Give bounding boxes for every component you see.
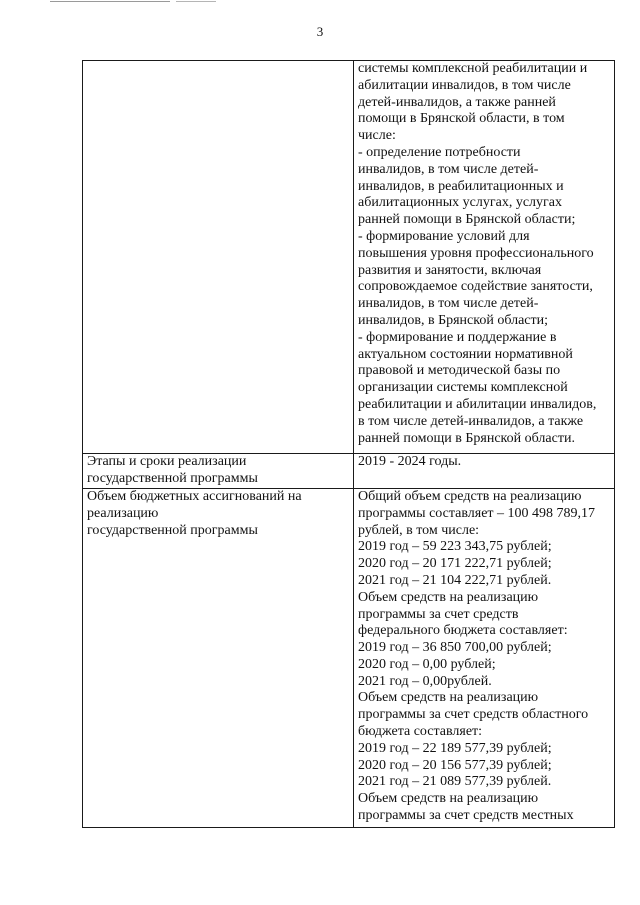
text-line: в том числе детей-инвалидов, а также — [358, 413, 584, 429]
text-line: Объем бюджетных ассигнований на — [87, 488, 302, 504]
text-line: организации системы комплексной — [358, 380, 568, 396]
text-line: актуальном состоянии нормативной — [358, 346, 573, 362]
scan-edge-mark — [176, 1, 216, 2]
text-line: 2021 год – 21 104 222,71 рублей. — [358, 572, 552, 588]
scan-edge-mark — [50, 1, 170, 2]
text-line: повышения уровня профессионального — [358, 245, 594, 261]
row-value-funding — [354, 488, 615, 827]
text-line: 2019 год – 59 223 343,75 рублей; — [358, 539, 552, 555]
text-line: реабилитации и абилитации инвалидов, — [358, 396, 597, 412]
text-line: государственной программы — [87, 471, 258, 487]
text-line: программы составляет – 100 498 789,17 — [358, 505, 596, 521]
text-line: правовой и методической базы по — [358, 363, 561, 379]
text-line: рублей, в том числе: — [358, 522, 480, 538]
text-line: - формирование условий для — [358, 228, 530, 244]
text-line: государственной программы — [87, 522, 258, 538]
text-line: Объем средств на реализацию — [358, 791, 539, 807]
text-line: помощи в Брянской области, в том — [358, 111, 565, 127]
row-label-funding — [83, 488, 354, 827]
text-line: развития и занятости, включая — [358, 262, 542, 278]
text-line: реализацию — [87, 505, 159, 521]
text-line: системы комплексной реабилитации и — [358, 61, 588, 76]
text-line: бюджета составляет: — [358, 724, 483, 740]
text-line: 2020 год – 20 156 577,39 рублей; — [358, 757, 552, 773]
text-line: 2021 год – 21 089 577,39 рублей. — [358, 774, 552, 790]
table-row-stages — [83, 454, 615, 489]
text-line: детей-инвалидов, а также ранней — [358, 94, 556, 110]
text-line: Общий объем средств на реализацию — [358, 488, 582, 504]
text-line: 2020 год – 0,00 рублей; — [358, 656, 496, 672]
text-line: Объем средств на реализацию — [358, 690, 539, 706]
row-label-empty — [83, 61, 354, 454]
text-line: числе: — [358, 128, 396, 144]
text-line: инвалидов, в том числе детей- — [358, 296, 539, 312]
text-line: инвалидов, в реабилитационных и — [358, 178, 564, 194]
text-line: абилитации инвалидов, в том числе — [358, 77, 571, 93]
text-line: - определение потребности — [358, 144, 521, 160]
text-line: 2020 год – 20 171 222,71 рублей; — [358, 556, 552, 572]
text-line: - формирование и поддержание в — [358, 329, 557, 345]
table-row-goals-continuation — [83, 61, 615, 454]
text-line: 2021 год – 0,00рублей. — [358, 673, 492, 689]
text-line: Этапы и сроки реализации — [87, 454, 247, 470]
text-line: программы за счет средств — [358, 606, 519, 622]
text-line: ранней помощи в Брянской области; — [358, 212, 576, 228]
row-value-goals — [354, 61, 615, 454]
text-line: инвалидов, в том числе детей- — [358, 161, 539, 177]
text-line: ранней помощи в Брянской области. — [358, 430, 575, 446]
text-line: Объем средств на реализацию — [358, 589, 539, 605]
text-line: сопровождаемое содействие занятости, — [358, 279, 593, 295]
text-line: программы за счет средств местных — [358, 808, 574, 824]
text-line: федерального бюджета составляет: — [358, 623, 568, 639]
text-line: инвалидов, в Брянской области; — [358, 312, 549, 328]
text-line: 2019 год – 36 850 700,00 рублей; — [358, 640, 552, 656]
text-line: программы за счет средств областного — [358, 707, 589, 723]
text-line: абилитационных услугах, услугах — [358, 195, 562, 211]
page-number: 3 — [316, 24, 324, 39]
row-label-stages — [83, 454, 354, 489]
table-row-funding — [83, 488, 615, 827]
text-line: 2019 год – 22 189 577,39 рублей; — [358, 740, 552, 756]
row-value-stages: 2019 - 2024 годы. — [354, 454, 615, 489]
program-passport-table — [82, 60, 615, 828]
